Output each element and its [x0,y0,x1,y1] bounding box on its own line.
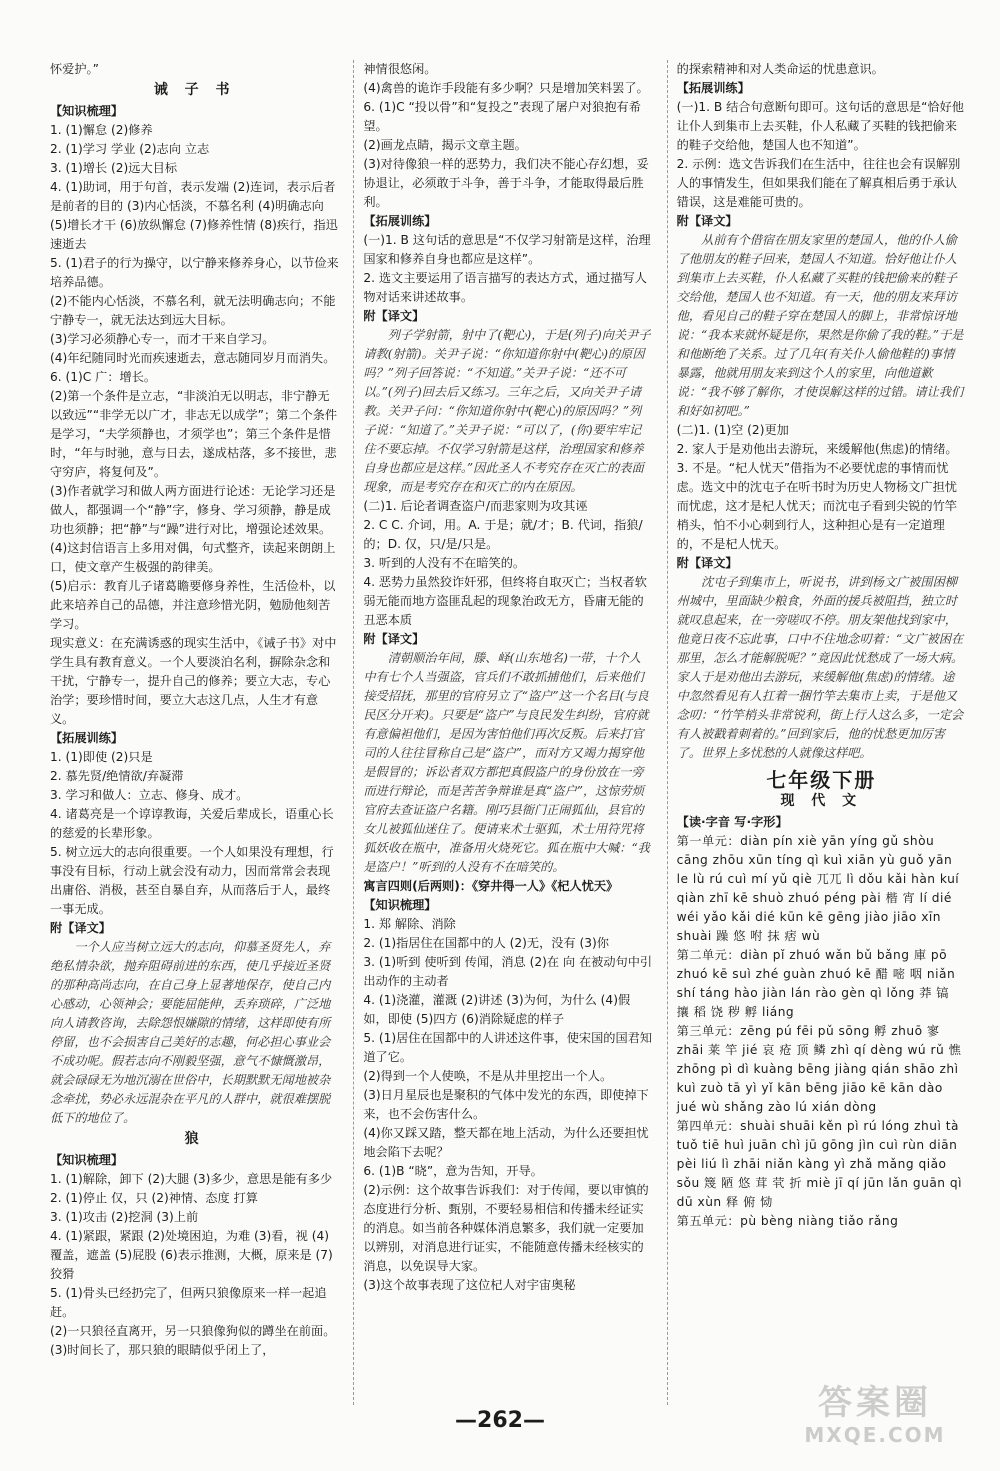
section-label: 附【译文】 [676,556,738,570]
answer-line: 4. (1)紧跟，紧跟 (2)处境困迫，为难 (3)看，视 (4)覆盖，遮盖 (5)屁股 (6)表示推测，大概，原来是 (7)狡猾 [50,1229,333,1281]
answer-line: (3)作者就学习和做人两方面进行论述：无论学习还是做人，都强调一个“静”字，修身、学习须静，静是成功也须静；把“静”与“躁”进行对比，增强论述效果。 [50,484,336,536]
watermark-url: MXQE.COM [804,1423,946,1447]
section-label: 附【译文】 [676,214,738,228]
answer-line: 4. 恶势力虽然狡诈奸邪，但终将自取灭亡；当权者软弱无能而地方盗匪乱起的现象治政无方，昏庸无能的丑恶本质 [363,575,647,627]
section-label: 【拓展训练】 [50,731,124,745]
answer-line: (2)一只狼径直离开，另一只狼像狗似的蹲坐在前面。 [50,1324,336,1338]
answer-line: 2. (1)指居住在国都中的人 (2)无，没有 (3)你 [363,936,609,950]
answer-line: 3. 学习和做人：立志、修身、成才。 [50,788,249,802]
answer-line: (3)时间长了，那只狼的眼睛似乎闭上了， [50,1343,275,1357]
answer-line: (4)禽兽的诡诈手段能有多少啊？只是增加笑料罢了。 [363,81,649,95]
answer-line: (3)学习必须静心专一，而才干来自学习。 [50,332,275,346]
answer-line: 4. (1)助词，用于句首，表示发端 (2)连词，表示后者是前者的目的 (3)内心恬淡，不慕名利 (4)明确志向 (5)增长才干 (6)放纵懈怠 (7)修养性情 (8)疾行，指迅速逝去 [50,180,338,251]
pinyin-line: 第二单元：diàn pǐ zhuó wǎn bǔ bǎng 庫 pō zhuó kē suì zhé guàn zhuó kē 醋 嘧 咽 niǎn shí táng hào jiàn lán rào gèn qì lǒng 莽 镐 攘 稻 饶 秽 孵 liáng [676,948,960,1019]
answer-line: (一)1. B 结合句意断句即可。这句话的意思是“恰好他让仆人到集市上去买鞋，仆人私藏了买鞋的钱把偷来的鞋子交给他，楚国人也不知道”。 [676,100,964,152]
answer-line: 6. (1)C 广：增长。 [50,370,157,384]
answer-line: 1. 郑 解除、消除 [363,917,456,931]
answer-line: 现实意义：在充满诱惑的现实生活中，《诫子书》对中学生具有教育意义。一个人要淡泊名利，摒除杂念和干扰，宁静专一，提升自己的修养；要立大志，专心治学；要珍惜时间，要立大志这几点，人生才有意义。 [50,636,337,726]
pinyin-line: 第四单元：shuài shuāi kěn pì rú lóng zhuì tà tuǒ tiē huì juān chì jū gōng jìn cuì rùn diān pèi liú lì zhāi niǎn kàng yì zhǎ mǎng qiǎo sǒu 篾 陋 悠 茸 茕 折 miè jī qí jūn lǎn guān qì dū xùn 释 俯 恸 [676,1119,966,1209]
translation-paragraph: 从前有个借宿在朋友家里的楚国人，他的仆人偷了他朋友的鞋子回来，楚国人不知道。恰好他让仆人到集市上去买鞋，仆人私藏了买鞋的钱把偷来的鞋子交给他，楚国人也不知道。有一天，他的朋友来拜访他，看见自己的鞋子穿在楚国人的脚上，非常惊讶地说：“我本来就怀疑是你，果然是你偷了我的鞋。”于是和他断绝了关系。过了几年(有关仆人偷他鞋的)事情暴露，他就用朋友来到这个人的家里，向他道歉说：“我不够了解你，才使误解这样的过错。请让我们和好如初吧。” [676,233,964,418]
answer-line: 4. (1)浇灌，灌溉 (2)讲述 (3)为何，为什么 (4)假如，即使 (5)四方 (6)消除疑虑的样子 [363,993,631,1026]
answer-line: 神情很悠闲。 [363,62,437,76]
section-label: 【知识梳理】 [363,898,437,912]
answer-line: (一)1. B 这句话的意思是“不仅学习射箭是这样，治理国家和修养自身也都应是这样”。 [363,233,651,266]
section-label: 附【译文】 [363,309,425,323]
answer-line: 2. C C. 介词，用。A. 于是；就/才；B. 代词，指狼/的；D. 仅，只/是/只是。 [363,518,643,551]
answer-line: 1. (1)即使 (2)只是 [50,750,153,764]
answer-line: (2)得到一个人使唤，不是从井里挖出一个人。 [363,1069,613,1083]
answer-line: 5. (1)居住在国都中的人讲述这件事，使宋国的国君知道了它。 [363,1031,653,1064]
answer-line: 3. 不是。“杞人忧天”借指为不必要忧虑的事情而忧虑。选文中的沈屯子在听书时为历史人物杨文广担忧而忧虑，这才是杞人忧天；而沈屯子看到尖锐的竹竿梢头，怕不小心刺到行人，这种担心是有一定道理的，不是杞人忧天。 [676,461,957,551]
translation-paragraph: 沈屯子到集市上，听说书，讲到杨文广被围困柳州城中，里面缺少粮食，外面的援兵被阻挡，独立时就叹息起来，在一旁嗟叹不停。朋友架他找到家中，他竟日夜不忘此事，口中不住地念叨着：“文广被困在那里，怎么才能解脱呢？”竟因此忧愁成了一场大病。家人于是劝他出去游玩，来缓解他(焦虑)的情绪。途中忽然看见有人扛着一捆竹竿去集市上卖，于是他又念叨：“竹竿梢头非常锐利，街上行人这么多，一定会有人被戳着刺着的。”回到家后，他的忧愁更加厉害了。世界上多忧愁的人就像这样吧。 [676,575,964,760]
answer-line: 1. (1)懈怠 (2)修养 [50,123,153,137]
column-right [667,60,966,1405]
answer-page [50,60,966,1405]
answer-line: 2. 慕先贤/绝情欲/弃凝滞 [50,769,184,783]
answer-line: (2)示例：这个故事告诉我们：对于传闻，要以审慎的态度进行分析、甄别，不要轻易相信和传播未经证实的消息。如当前各种媒体消息繁多，我们就一定要加以辨别，对消息进行证实，不能随意传播未经核实的消息，以免误导大家。 [363,1183,649,1273]
answer-line: (4)你又踩又踏，整天都在地上活动，为什么还要担忧地会陷下去呢？ [363,1126,649,1159]
answer-line: 2. 选文主要运用了语言描写的表达方式，通过描写人物对话来讲述故事。 [363,271,647,304]
answer-line: 2. 家人于是劝他出去游玩，来缓解他(焦虑)的情绪。 [676,442,958,456]
pinyin-line: 第三单元：zēng pú fēi pǔ sōng 孵 zhuō 寥 zhāi 莱 竿 jié 哀 疮 顶 鳞 zhì qí dèng wú rǔ 憔 zhōng pì dì kuàng bēng jiàng qián shāo zhì kuì zuò tā yì yǐ kān bēng jiāo kē kān dào jué wù shǎng zào lú xián dòng [676,1024,966,1114]
pinyin-line: 第一单元：diàn pín xiè yān yíng gǔ shòu cāng zhōu xūn tíng qì kuì xiān yù guǒ yān le lù rú cuì mí yǔ qiè 兀兀 lì dǒu kǎi hàn kuí qiàn zhī kē shuò zhuó péng pài 楷 宵 lí dié wéi yǎo kǎi dié kūn kē gēng jiào jiāo xīn shuài 躁 悠 咐 抹 痞 wù [676,834,964,943]
answer-line: (2)不能内心恬淡，不慕名利，就无法明确志向；不能宁静专一，就无法达到远大目标。 [50,294,336,327]
answer-line: 2. (1)停止 仅，只 (2)神情、态度 打算 [50,1191,258,1205]
section-title: 狼 [184,1131,205,1147]
answer-line: (二)1. 后论者调查盗户/而悲家则为攻其诬 [363,499,588,513]
answer-line: 3. (1)攻击 (2)挖洞 (3)上前 [50,1210,199,1224]
answer-line: 6. (1)B “晓”，意为告知，开导。 [363,1164,543,1178]
section-title: 现 代 文 [780,793,863,809]
section-label: 附【译文】 [50,921,111,935]
answer-line: 6. (1)C “投以骨”和“复投之”表现了屠户对狼抱有希望。 [363,100,641,133]
section-label: 【知识梳理】 [50,104,124,118]
answer-line: 5. (1)君子的行为操守，以宁静来修养身心，以节俭来培养品德。 [50,256,339,289]
answer-line: 2. 示例：选文告诉我们在生活中，往往也会有误解别人的事情发生，但如果我们能在了解真相后勇于承认错误，这是难能可贵的。 [676,157,961,209]
column-left [50,60,339,1405]
watermark-logo [780,1383,970,1453]
translation-paragraph: 一个人应当树立远大的志向，仰慕圣贤先人，弃绝私情杂欲，抛弃阻碍前进的东西，使几乎接近圣贤的那种高尚志向，在自己身上显著地保存，使自己内心感动，心领神会；要能屈能伸，丢弃琐碎，广泛地向人请教咨询，去除怨恨嫌隙的情绪，这样即使有所停留，也不会损害自己美好的志趣，何必担心事业会不成功呢。假若志向不刚毅坚强，意气不慷慨激昂，就会碌碌无为地沉溺在世俗中，长期默默无闻地被杂念牵扰，势必永远混杂在平凡的人群中，就很难摆脱低下的地位了。 [50,940,331,1125]
answer-line: 5. (1)骨头已经扔完了，但两只狼像原来一样一起追赶。 [50,1286,327,1319]
section-label: 寓言四则(后两则)：《穿井得一人》《杞人忧天》 [363,879,619,893]
answer-line: (3)对待像狼一样的恶势力，我们决不能心存幻想，妥协退让，必须敢于斗争，善于斗争，才能取得最后胜利。 [363,157,649,209]
answer-line: (5)启示：教育儿子诸葛瞻要修身养性，生活俭朴，以此来培养自己的品德，并注意珍惜光阴，勉励他刻苦学习。 [50,579,336,631]
pinyin-line: 第五单元：pù bèng niàng tiǎo rǎng [676,1214,899,1228]
answer-line: 2. (1)学习 学业 (2)志向 立志 [50,142,210,156]
section-label: 【读·字音 写·字形】 [676,815,788,829]
answer-line: 3. (1)增长 (2)远大目标 [50,161,178,175]
section-label: 【知识梳理】 [50,1153,124,1167]
translation-paragraph: 列子学射箭，射中了(靶心)，于是(列子)向关尹子请教(射箭)。关尹子说：“你知道你射中(靶心)的原因吗？”列子回答说：“不知道。”关尹子说：“还不可以。”(列子)回去后又练习。三年之后，又向关尹子请教。关尹子问：“你知道你射中(靶心)的原因吗？”列子说：“知道了。”关尹子说：“可以了，(你)要牢牢记住不要忘掉。不仅学习射箭是这样，治理国家和修养自身也都应是这样。”因此圣人不考究存在灭亡的表面现象，而是考究存在和灭亡的内在原因。 [363,328,651,494]
answer-line: (3)日月星辰也是聚积的气体中发光的东西，即使掉下来，也不会伤害什么。 [363,1088,649,1121]
answer-line: (2)第一个条件是立志，“非淡泊无以明志，非宁静无以致远”“非学无以广才，非志无以成学”；第二个条件是学习，“夫学须静也，才须学也”；第三个条件是惜时，“年与时驰，意与日去，遂成枯落，多不接世，悲守穷庐，将复何及”。 [50,389,338,479]
section-title: 诫 子 书 [153,82,236,98]
answer-line: 3. 听到的人没有不在暗笑的。 [363,556,526,570]
section-label: 【拓展训练】 [363,214,437,228]
answer-line: (4)年纪随同时光而疾速逝去，意志随同岁月而消失。 [50,351,336,365]
answer-line: (2)画龙点睛，揭示文章主题。 [363,138,527,152]
watermark-text: 答案圈 [818,1383,932,1423]
answer-line: (3)这个故事表现了这位杞人对宇宙奥秘 [363,1278,576,1292]
answer-line: 的探索精神和对人类命运的忧患意识。 [676,62,884,76]
answer-line: 5. 树立远大的志向很重要。一个人如果没有理想，行事没有目标，行动上就会没有动力，因而常常会表现出庸俗、消极，甚至自暴自弃，从而落后于人，最终一事无成。 [50,845,334,916]
column-middle [353,60,652,1405]
answer-line: (二)1. (1)空 (2)更加 [676,423,789,437]
answer-line: 3. (1)听到 使听到 传闻，消息 (2)在 向 在被动句中引出动作的主动者 [363,955,653,988]
answer-line: (4)这封信语言上多用对偶，句式整齐，读起来朗朗上口，使文章产生极强的韵律美。 [50,541,336,574]
page-number: —262— [455,1408,545,1433]
translation-paragraph: 清朝顺治年间，滕、峄(山东地名)一带，十个人中有七个人当强盗，官兵们不敢抓捕他们，后来他们接受招抚，那里的官府另立了“盗户”这一个名目(与良民区分开来)。只要是“盗户”与良民发生纠纷，官府就有意偏袒他们，是因为害怕他们再次反叛。后来打官司的人往往冒称自己是“盗户”，而对方又竭力揭穿他是假冒的；诉讼者双方都把真假盗户的身份放在一旁而进行辩论，而是苦苦争辩谁是真“盗户”，这惊劳烦官府去查证盗户名籍。刚巧县衙门正闹狐仙，县官的女儿被狐仙迷住了。便请来术士驱狐，术士用符咒将狐妖收在瓶中，准备用火烧死它。狐在瓶中大喊：“我是盗户！”听到的人没有不在暗笑的。 [363,651,650,874]
section-label: 附【译文】 [363,632,425,646]
grade-title: 七年级下册 [766,768,877,792]
answer-line: 4. 诸葛亮是一个谆谆教诲，关爱后辈成长，语重心长的慈爱的长辈形象。 [50,807,334,840]
answer-line: 怀爱护。” [50,62,99,76]
section-label: 【拓展训练】 [676,81,750,95]
answer-line: 1. (1)解除，卸下 (2)大腿 (3)多少，意思是能有多少 [50,1172,333,1186]
